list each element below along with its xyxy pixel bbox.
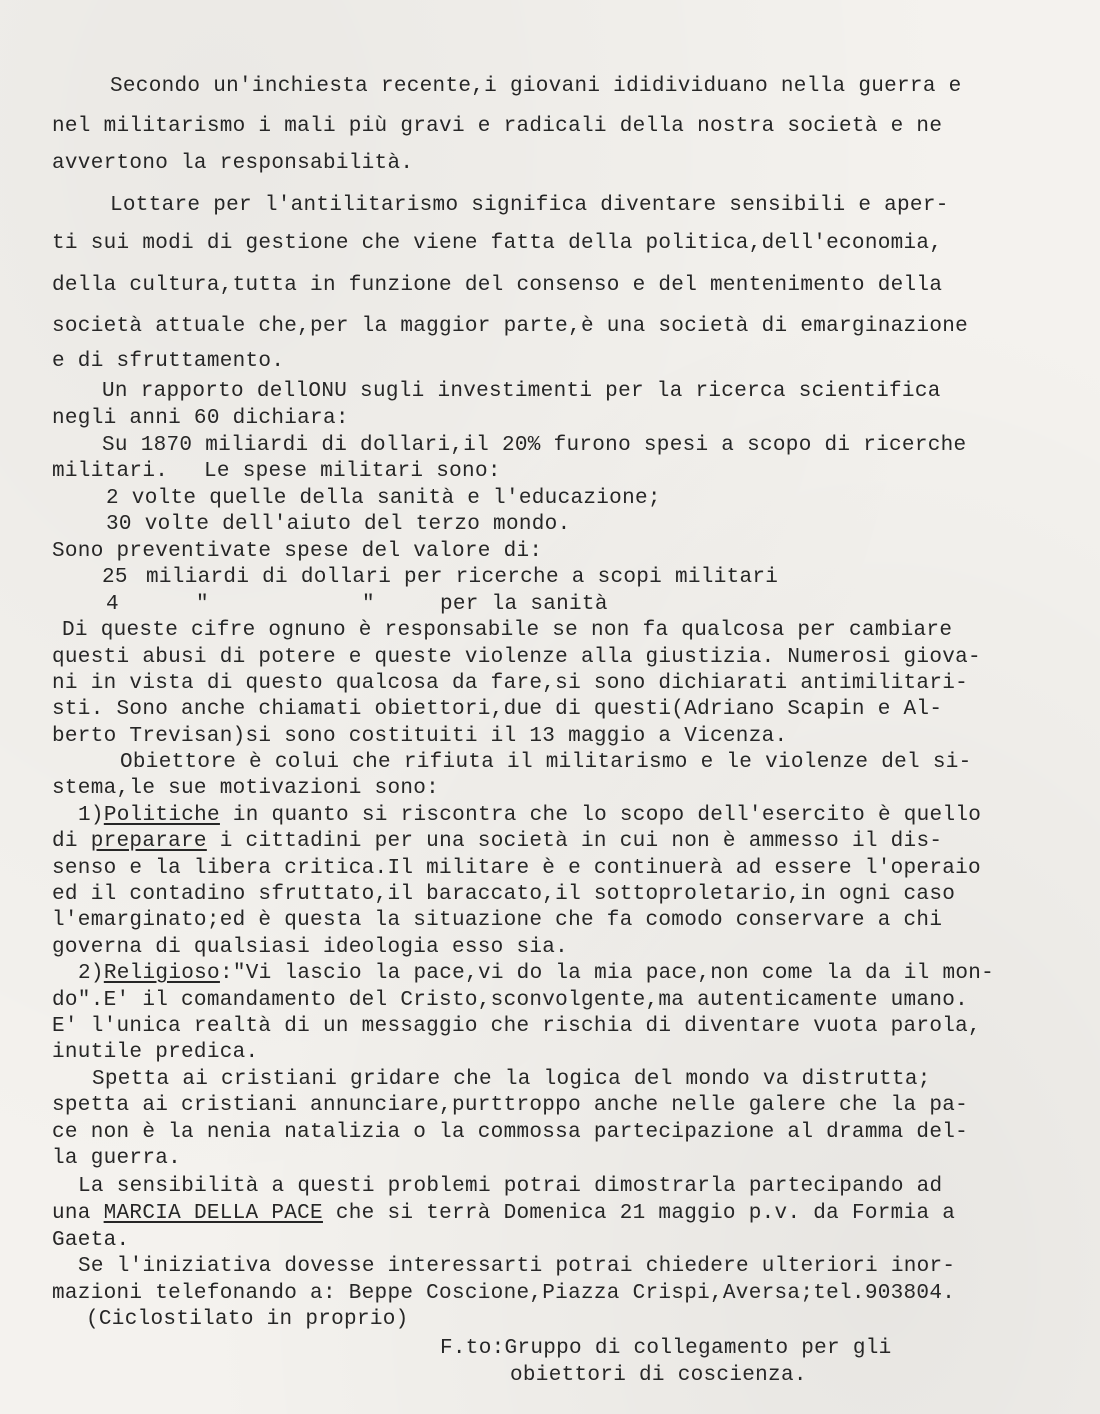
text-line: di preparare i cittadini per una società in cui non è ammesso il dis- — [52, 830, 943, 853]
text-line: ce non è la nenia natalizia o la commossa partecipazione al dramma del- — [52, 1121, 969, 1144]
ditto-mark: " — [362, 593, 375, 616]
point-text: i cittadini per una società in cui non è ammesso il dis- — [219, 830, 943, 853]
text-line: negli anni 60 dichiara: — [52, 407, 349, 430]
list-item: 1)Politiche in quanto si riscontra che lo scopo dell'esercito è quello — [78, 804, 982, 827]
text-line: senso e la libera critica.Il militare è e continuerà ad essere l'operaio — [52, 857, 981, 880]
text-line: avvertono la responsabilità. — [52, 152, 414, 175]
text-line: Obiettore è colui che rifiuta il militarismo e le violenze del si- — [120, 751, 972, 774]
text-span: che si terrà Domenica 21 maggio p.v. da Formia a — [335, 1202, 956, 1225]
forecast-text: miliardi di dollari per ricerche a scopi militari — [146, 566, 779, 589]
text-line: ni in vista di questo qualcosa da fare,si sono dichiarati antimilitari- — [52, 672, 969, 695]
text-line: sti. Sono anche chiamati obiettori,due di questi(Adriano Scapin e Al- — [52, 698, 943, 721]
point-text: :"Vi lascio la pace,vi do la mia pace,non come la da il mon- — [219, 962, 995, 985]
text-line: do".E' il comandamento del Cristo,sconvolgente,ma autenticamente umano. — [52, 989, 969, 1012]
text-line: berto Trevisan)si sono costituiti il 13 maggio a Vicenza. — [52, 725, 788, 748]
signature-line: obiettori di coscienza. — [510, 1364, 807, 1387]
forecast-text: per la sanità — [440, 593, 608, 616]
text-line: (Ciclostilato in proprio) — [86, 1308, 409, 1331]
text-line: Le spese militari sono: — [204, 460, 501, 483]
text-span: una — [52, 1202, 91, 1225]
text-line: Secondo un'inchiesta recente,i giovani ididividuano nella guerra e — [110, 75, 962, 98]
contact-line: mazioni telefonando a: Beppe Coscione,Piazza Crispi,Aversa;tel.903804. — [52, 1282, 956, 1305]
text-line: della cultura,tutta in funzione del consenso e del mentenimento della — [52, 274, 943, 297]
underlined-word: preparare — [90, 830, 207, 853]
text-line: Lottare per l'antilitarismo significa diventare sensibili e aper- — [110, 194, 949, 217]
text-line: e di sfruttamento. — [52, 350, 285, 373]
list-item: 2)Religioso:"Vi lascio la pace,vi do la mia pace,non come la da il mon- — [78, 962, 995, 985]
point-text: in quanto si riscontra che lo scopo dell'esercito è quello — [232, 804, 982, 827]
text-line: la guerra. — [52, 1147, 182, 1170]
text-line: stema,le sue motivazioni sono: — [52, 777, 440, 800]
text-line: società attuale che,per la maggior parte,è una società di emarginazione — [52, 315, 969, 338]
text-line: Su 1870 miliardi di dollari,il 20% furono spesi a scopo di ricerche — [102, 434, 967, 457]
event-name: MARCIA DELLA PACE — [103, 1202, 323, 1225]
point-label: Religioso — [103, 962, 220, 985]
ditto-mark: " — [196, 593, 209, 616]
text-line: spetta ai cristiani annunciare,purttroppo anche nelle galere che la pa- — [52, 1094, 969, 1117]
text-line: Di queste cifre ognuno è responsabile se non fa qualcosa per cambiare — [62, 619, 953, 642]
text-line: militari. — [52, 460, 169, 483]
text-line: ed il contadino sfruttato,il baraccato,il sottoproletario,in ogni caso — [52, 883, 956, 906]
text-line: inutile predica. — [52, 1041, 259, 1064]
forecast-amount: 4 — [106, 593, 119, 616]
text-line: Sono preventivate spese del valore di: — [52, 540, 543, 563]
text-line: Un rapporto dellONU sugli investimenti per la ricerca scientifica — [102, 380, 941, 403]
point-label: Politiche — [103, 804, 220, 827]
text-line: Se l'iniziativa dovesse interessarti potrai chiedere ulteriori inor- — [78, 1255, 956, 1278]
text-line: nel militarismo i mali più gravi e radicali della nostra società e ne — [52, 115, 943, 138]
list-item: 30 volte dell'aiuto del terzo mondo. — [106, 513, 571, 536]
text-line: l'emarginato;ed è questa la situazione che fa comodo conservare a chi — [52, 909, 943, 932]
text-line — [52, 1203, 955, 1224]
text-line: questi abusi di potere e queste violenze alla giustizia. Numerosi giova- — [52, 646, 981, 669]
text-line: governa di qualsiasi ideologia esso sia. — [52, 936, 569, 959]
text-line: Gaeta. — [52, 1229, 130, 1252]
forecast-amount: 25 — [102, 566, 128, 589]
text-line: La sensibilità a questi problemi potrai dimostrarla partecipando ad — [78, 1175, 943, 1198]
text-line: Spetta ai cristiani gridare che la logica del mondo va distrutta; — [92, 1068, 931, 1091]
list-item: 2 volte quelle della sanità e l'educazione; — [106, 487, 661, 510]
signature-line: F.to:Gruppo di collegamento per gli — [440, 1337, 892, 1360]
text-line: E' l'unica realtà di un messaggio che rischia di diventare vuota parola, — [52, 1015, 981, 1038]
text-line: ti sui modi di gestione che viene fatta della politica,dell'economia, — [52, 232, 943, 255]
